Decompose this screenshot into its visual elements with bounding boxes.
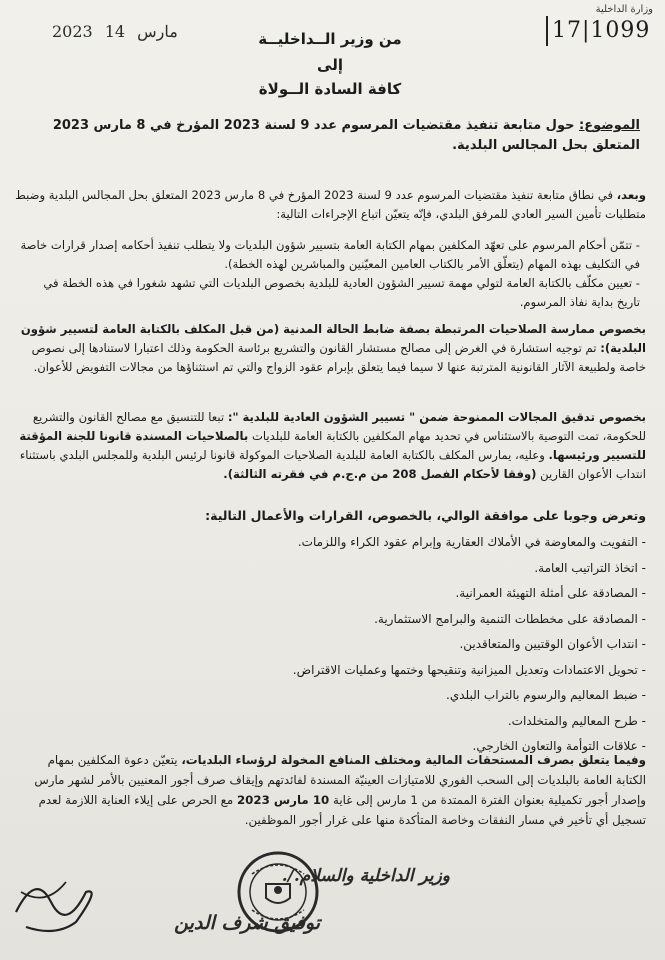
submit-intro: وتعرض وجوبا على موافقة الوالي، بالخصوص، القرارات والأعمال التالية: [205,508,646,523]
reference-number-text: 17|1099 [552,18,651,43]
approval-item: - ضبط المعاليم والرسوم بالتراب البلدي. [20,683,646,709]
approval-item: - علاقات التوأمة والتعاون الخارجي. [20,734,646,760]
signature-stroke-2 [21,882,66,898]
date-month: مارس [137,22,178,41]
approval-item: - المصادقة على أمثلة التهيئة العمرانية. [20,581,646,607]
measure-item-1: - تتمّن أحكام المرسوم على تعهّد المكلفين بمهام الكتابة العامة بتسيير شؤون البلديات ولا يتطلب تنفيذ أحكامه إصدار قرارات خاصة في التكليف بهذه المهام (يتعلّق الأمر بالكتاب العامين المعيّنين والمباشرين لهذه الخطة). [20,238,640,271]
measures-list [20,236,640,312]
measure-text: تعيين مكلّف بالكتابة العامة لتولي مهمة تسيير الشؤون العادية للبلدية بخصوص البلديات التي تشهد شغورا في هذه الخطة في تاريخ بداية نفاذ المرسوم. [43,276,640,309]
signatory-name: توفيق شرف الدين [174,912,320,934]
fields-text-b: بالصلاحيات المسندة قانونا للجنة المؤقتة للتسيير ورئيسها. [19,429,646,462]
finance-lead: وفيما يتعلق بصرف المستحقات المالية ومختلف المنافع المخولة لرؤساء البلديات، [181,753,646,767]
measure-item-2: - تعيين مكلّف بالكتابة العامة لتولي مهمة تسيير الشؤون العادية للبلدية بخصوص البلديات التي تشهد شغورا في هذه الخطة في تاريخ بداية نفاذ المرسوم. [43,276,640,309]
reference-number [546,16,650,46]
approval-list [20,530,646,760]
civil-status-text: تم توجيه استشارة في الغرض إلى مصالح مستشار القانون والتشريع برئاسة الحكومة وذلك اعتبارا لاستنادها إلى نصوص خاصة ولطبيعة الآثار القانونية المترتبة عنها لا سيما فيما يتعلق بإبرام عقود الزواج والتي تم استثناؤها من مجالات التفويض للأعوان. [31,341,646,374]
approval-item: - المصادقة على مخططات التنمية والبرامج الاستثمارية. [20,607,646,633]
approval-item: - انتداب الأعوان الوقتيين والمتعاقدين. [20,632,646,658]
intro-text: في نطاق متابعة تنفيذ مقتضيات المرسوم عدد 9 لسنة 2023 المؤرخ في 8 مارس 2023 المتعلق بحل المجالس البلدية وضبط متطلبات تأمين السير العادي للمرفق البلدي، فإنّه يتعيّن اتباع الإجراءات التالية: [15,188,646,221]
subject-block [20,116,640,156]
fields-text-d: (وفقا لأحكام الفصل 208 من م.ج.م في فقرته الثالثة). [223,467,537,481]
finance-text-c: مع الحرص على إيلاء العناية اللازمة لعدم تسجيل أي تأخير في مسار النفقات وخاصة المتأكدة منها على غرار أجور الموظفين. [38,793,646,827]
ref-bar [546,16,548,46]
date-day: 14 [104,22,126,41]
fields-text-c: وعليه، يمارس المكلف بالكتابة العامة للبلدية الصلاحيات الموكولة قانونا لرئيس البلدية وللمجلس البلدي باستثناء انتداب الأعوان القارين [19,448,646,481]
closing-greeting: وزير الداخلية والسلام./. [281,866,450,886]
approval-item: - التفويت والمعاوضة في الأملاك العقارية وإبرام عقود الكراء واللزمات. [20,530,646,556]
fields-lead: بخصوص تدقيق المجالات الممنوحة ضمن " تسيير الشؤون العادية للبلدية ": [227,410,646,424]
civil-status-lead: بخصوص ممارسة الصلاحيات المرتبطة بصفة ضابط الحالة المدنية (من قبل المكلف بالكتابة العامة لتسيير شؤون البلدية): [20,322,646,355]
recipients-line: كافة السادة الــولاة [258,80,402,98]
ministry-handwritten-note: وزارة الداخلية [595,4,653,15]
approval-item: - طرح المعاليم والمتخلدات. [20,709,646,735]
handwritten-date [52,22,178,41]
to-line: إلى [317,56,343,74]
date-year: 2023 [52,22,93,41]
civil-status-paragraph [14,320,646,377]
measure-text: تتمّن أحكام المرسوم على تعهّد المكلفين بمهام الكتابة العامة بتسيير شؤون البلديات ولا يتطلب تنفيذ أحكامه إصدار قرارات خاصة في التكليف بهذه المهام (يتعلّق الأمر بالكتاب العامين المعيّنين والمباشرين لهذه الخطة). [20,238,640,271]
sender-line: من وزير الــداخليــة [258,30,402,48]
seal-emblem [274,886,282,894]
approval-item: - اتخاذ التراتيب العامة. [20,556,646,582]
subject-text: حول متابعة تنفيذ مقتضيات المرسوم عدد 9 لسنة 2023 المؤرخ في 8 مارس 2023 المتعلق بحل المجالس البلدية. [52,118,640,153]
intro-lead: وبعد، [616,188,646,202]
finance-text-a: يتعيّن دعوة المكلفين بمهام الكتابة العامة بالبلديات إلى السحب الفوري للامتيازات العينيّة المسندة لفائدتهم وإيقاف صرف أجور المعنيين بالأمر لشهر مارس وإصدار أجور تكميلية بعنوان الفترة الممتدة من 1 مارس إلى غاية [34,753,646,807]
fields-paragraph [14,408,646,484]
intro-paragraph [14,186,646,224]
approval-item: - تحويل الاعتمادات وتعديل الميزانية وتنقيحها وختمها وعمليات الاقتراض. [20,658,646,684]
finance-date: 10 مارس 2023 [236,793,330,807]
subject-label: الموضوع: [579,118,640,133]
fields-text-a: تبعا للتنسيق مع مصالح القانون والتشريع للحكومة، تمت التوصية بالاستئناس في تحديد مهام المكلفين بالكتابة العامة للبلديات [32,410,646,443]
finance-paragraph [14,750,646,830]
